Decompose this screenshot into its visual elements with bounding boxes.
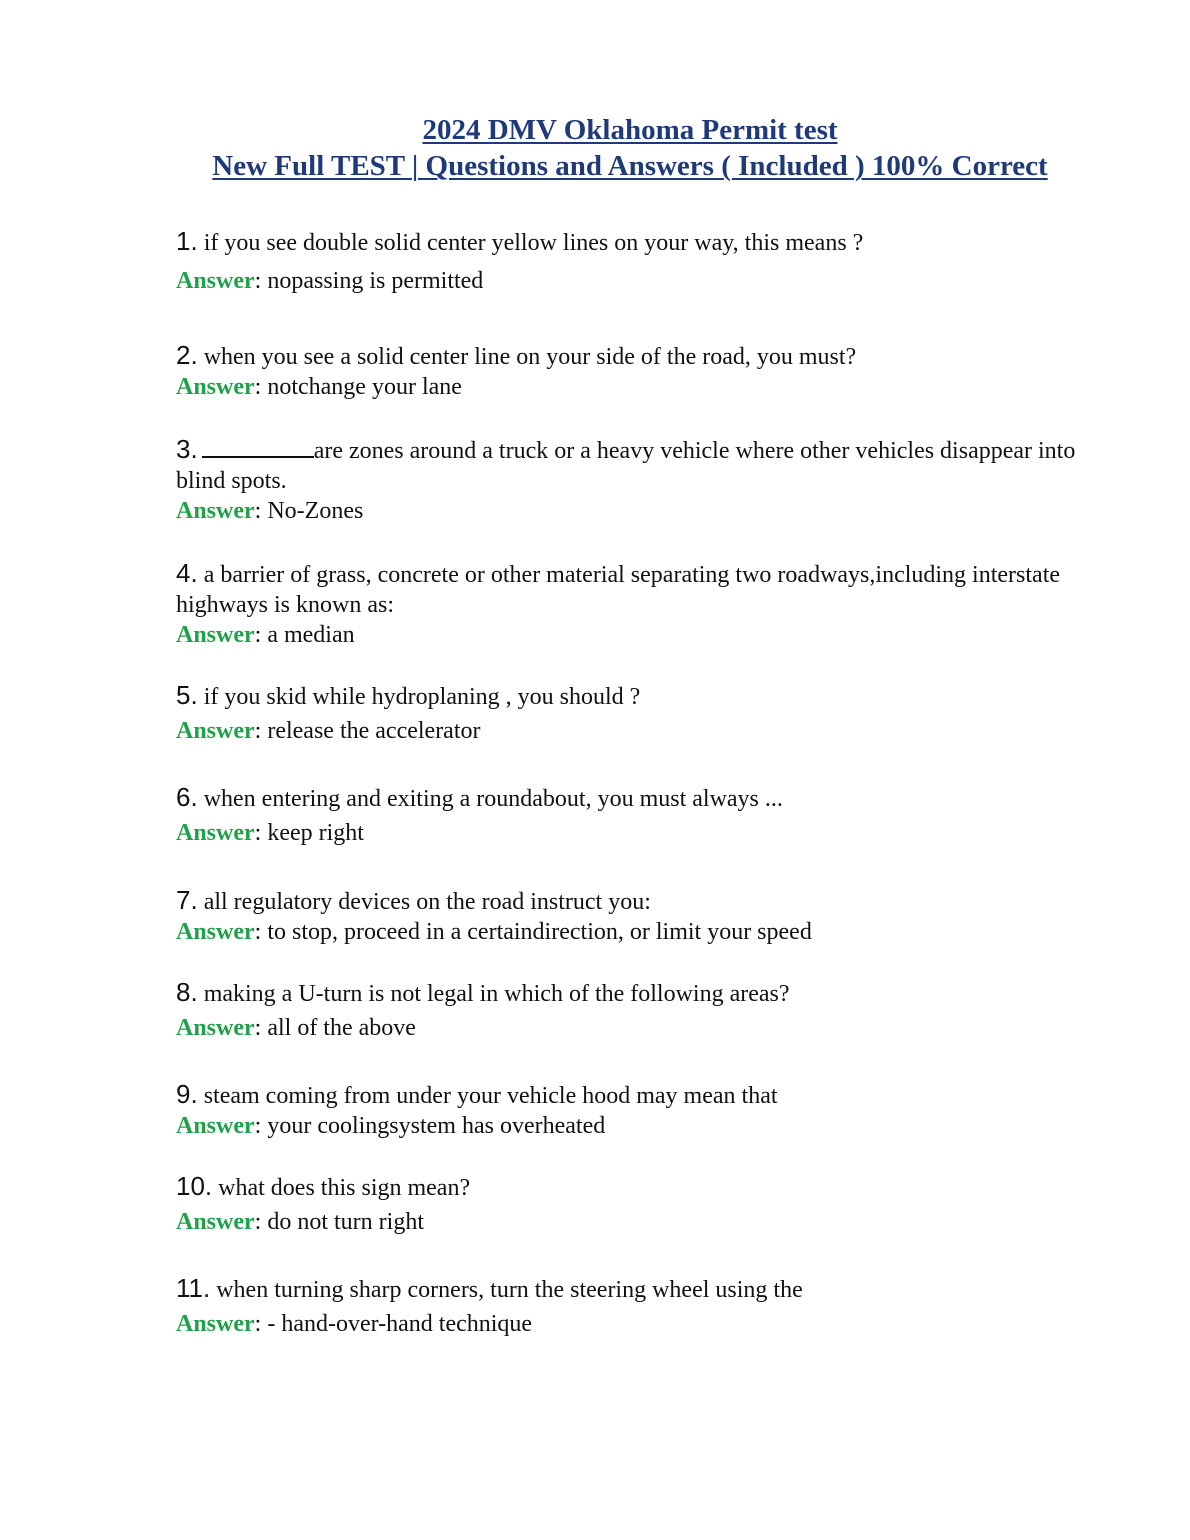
question-2 xyxy=(176,340,1096,372)
question-11 xyxy=(176,1273,1096,1305)
answer-text: keep right xyxy=(267,820,364,846)
answer-10 xyxy=(176,1207,1096,1237)
question-number: 3. xyxy=(176,434,198,464)
fill-in-blank xyxy=(202,434,314,458)
question-1 xyxy=(176,226,1096,258)
question-7 xyxy=(176,885,1096,917)
answer-separator: : xyxy=(254,820,262,846)
question-text: when you see a solid center line on your side of the road, you must? xyxy=(203,344,857,370)
question-text: if you see double solid center yellow lines on your way, this means ? xyxy=(203,230,864,256)
question-text: are zones around a truck or a heavy vehicle where other vehicles disappear into blind spots. xyxy=(176,438,1076,494)
answer-5 xyxy=(176,716,1096,746)
qa-item-5 xyxy=(176,680,1096,746)
qa-item-7 xyxy=(176,885,1096,947)
answer-separator: : xyxy=(254,718,262,744)
answer-label: Answer xyxy=(176,820,255,846)
answer-separator: : xyxy=(254,374,262,400)
qa-item-3 xyxy=(176,434,1096,526)
answer-4 xyxy=(176,620,1096,650)
answer-1 xyxy=(176,266,1096,296)
answer-11 xyxy=(176,1309,1096,1339)
question-text: when entering and exiting a roundabout, you must always ... xyxy=(203,786,783,812)
question-number: 6. xyxy=(176,782,198,812)
qa-item-9 xyxy=(176,1079,1096,1141)
answer-text: all of the above xyxy=(267,1015,416,1041)
answer-label: Answer xyxy=(176,374,255,400)
answer-separator: : xyxy=(254,1015,262,1041)
answer-text: No-Zones xyxy=(267,498,364,524)
question-number: 2. xyxy=(176,340,198,370)
answer-label: Answer xyxy=(176,718,255,744)
answer-7 xyxy=(176,917,1096,947)
question-number: 7. xyxy=(176,885,198,915)
qa-item-2 xyxy=(176,340,1096,402)
title-line-2: New Full TEST | Questions and Answers ( Included ) 100% Correct xyxy=(212,150,1048,182)
answer-text: - hand-over-hand technique xyxy=(267,1311,533,1337)
answer-separator: : xyxy=(254,1113,262,1139)
question-3 xyxy=(176,434,1096,496)
question-9 xyxy=(176,1079,1096,1111)
answer-text: a median xyxy=(267,622,355,648)
question-number: 11. xyxy=(176,1273,211,1303)
title-line-1: 2024 DMV Oklahoma Permit test xyxy=(422,114,838,146)
question-6 xyxy=(176,782,1096,814)
answer-6 xyxy=(176,818,1096,848)
answer-separator: : xyxy=(254,1209,262,1235)
answer-label: Answer xyxy=(176,1015,255,1041)
question-number: 1. xyxy=(176,226,198,256)
question-10 xyxy=(176,1171,1096,1203)
question-text: all regulatory devices on the road instruct you: xyxy=(203,889,651,915)
answer-text: your coolingsystem has overheated xyxy=(267,1113,606,1139)
question-5 xyxy=(176,680,1096,712)
answer-8 xyxy=(176,1013,1096,1043)
answer-separator: : xyxy=(254,919,262,945)
qa-item-6 xyxy=(176,782,1096,848)
answer-3 xyxy=(176,496,1096,526)
question-text: if you skid while hydroplaning , you should ? xyxy=(203,684,641,710)
answer-text: release the accelerator xyxy=(267,718,481,744)
question-text: what does this sign mean? xyxy=(218,1175,471,1201)
answer-label: Answer xyxy=(176,498,255,524)
question-number: 5. xyxy=(176,680,198,710)
question-number: 8. xyxy=(176,977,198,1007)
question-number: 10. xyxy=(176,1171,213,1201)
answer-label: Answer xyxy=(176,1113,255,1139)
answer-label: Answer xyxy=(176,622,255,648)
answer-2 xyxy=(176,372,1096,402)
question-4 xyxy=(176,558,1096,620)
question-text: steam coming from under your vehicle hood may mean that xyxy=(203,1083,778,1109)
question-text: when turning sharp corners, turn the steering wheel using the xyxy=(216,1277,803,1303)
qa-item-11 xyxy=(176,1273,1096,1339)
question-8 xyxy=(176,977,1096,1009)
answer-separator: : xyxy=(254,622,262,648)
question-number: 4. xyxy=(176,558,198,588)
answer-separator: : xyxy=(254,498,262,524)
answer-label: Answer xyxy=(176,1209,255,1235)
question-text: making a U-turn is not legal in which of the following areas? xyxy=(203,981,790,1007)
qa-item-4 xyxy=(176,558,1096,650)
answer-text: notchange your lane xyxy=(267,374,462,400)
question-text: a barrier of grass, concrete or other material separating two roadways,including interstate highways is known as: xyxy=(176,562,1061,618)
document-title xyxy=(0,112,1190,184)
qa-item-10 xyxy=(176,1171,1096,1237)
answer-text: to stop, proceed in a certaindirection, or limit your speed xyxy=(267,919,812,945)
question-number: 9. xyxy=(176,1079,198,1109)
answer-separator: : xyxy=(254,268,262,294)
answer-label: Answer xyxy=(176,1311,255,1337)
answer-text: nopassing is permitted xyxy=(267,268,484,294)
answer-9 xyxy=(176,1111,1096,1141)
answer-label: Answer xyxy=(176,919,255,945)
qa-item-1 xyxy=(176,226,1096,296)
qa-item-8 xyxy=(176,977,1096,1043)
answer-text: do not turn right xyxy=(267,1209,424,1235)
answer-label: Answer xyxy=(176,268,255,294)
answer-separator: : xyxy=(254,1311,262,1337)
